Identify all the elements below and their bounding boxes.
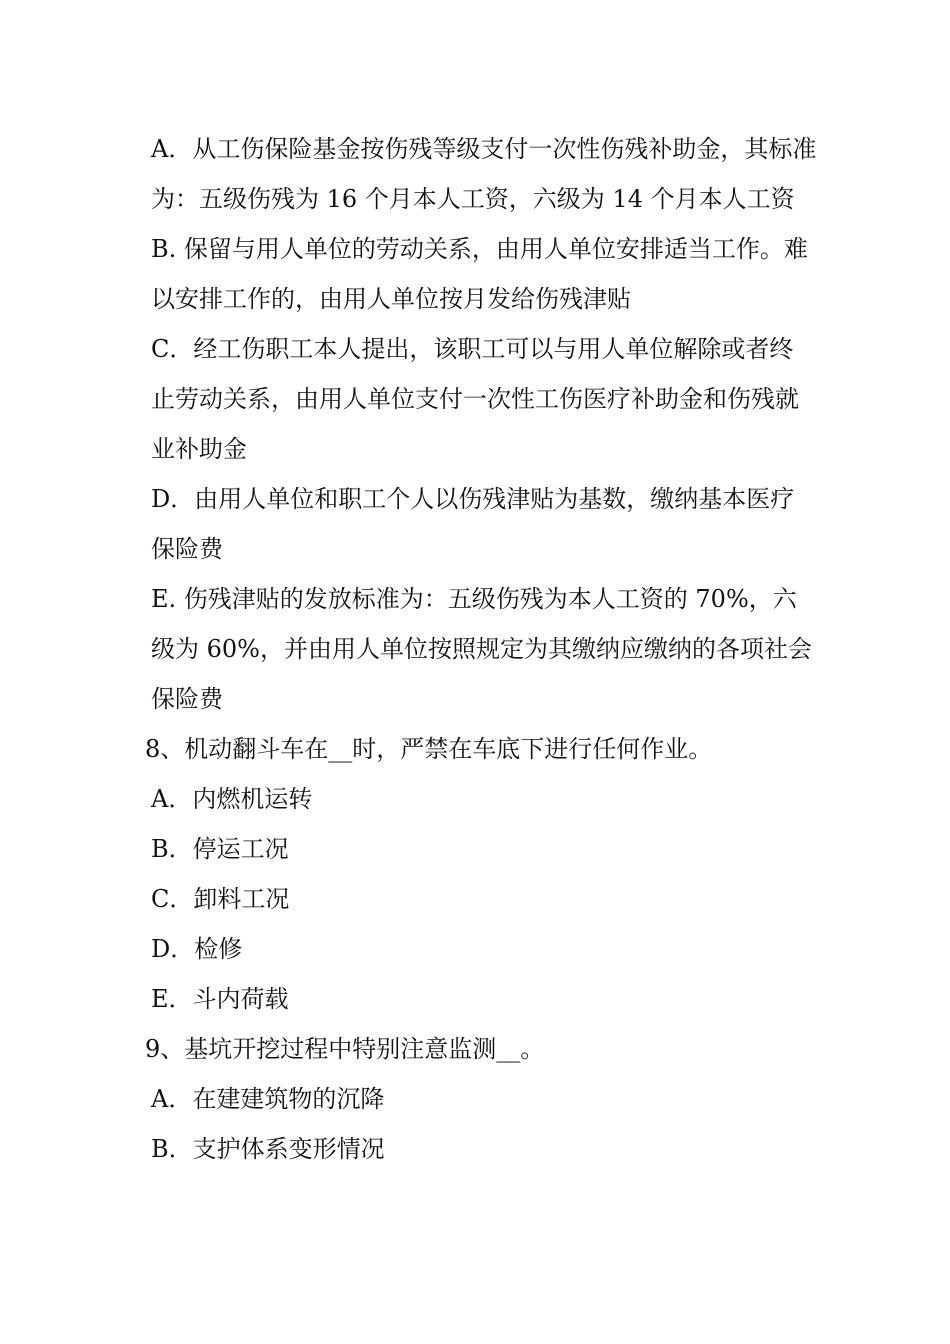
q7-option-e: E. 伤残津贴的发放标准为：五级伤残为本人工资的 70%，六级为 60%，并由用人单位按照规定为其缴纳应缴纳的各项社会保险费 <box>151 585 812 713</box>
q8-option-a: A．内燃机运转 <box>151 785 313 813</box>
q9-option-a: A．在建建筑物的沉降 <box>151 1085 385 1113</box>
q9-question: 9、基坑开挖过程中特别注意监测__。 <box>145 1035 545 1063</box>
q8-option-d: D．检修 <box>151 935 243 963</box>
q8-option-b: B．停运工况 <box>151 835 289 863</box>
q8-question: 8、机动翻斗车在__时，严禁在车底下进行任何作业。 <box>145 735 713 763</box>
q7-option-d: D．由用人单位和职工个人以伤残津贴为基数，缴纳基本医疗保险费 <box>151 485 795 563</box>
q8-option-e: E．斗内荷载 <box>151 985 289 1013</box>
q9-option-b: B．支护体系变形情况 <box>151 1135 385 1163</box>
q7-option-b: B. 保留与用人单位的劳动关系，由用人单位安排适当工作。难以安排工作的，由用人单位按月发给伤残津贴 <box>151 235 808 313</box>
q8-option-c: C．卸料工况 <box>151 885 290 913</box>
document-body <box>145 124 817 1174</box>
q7-option-a: A．从工伤保险基金按伤残等级支付一次性伤残补助金，其标准为：五级伤残为 16 个月本人工资，六级为 14 个月本人工资 <box>151 135 817 213</box>
q7-option-c: C．经工伤职工本人提出，该职工可以与用人单位解除或者终止劳动关系，由用人单位支付一次性工伤医疗补助金和伤残就业补助金 <box>151 335 799 463</box>
